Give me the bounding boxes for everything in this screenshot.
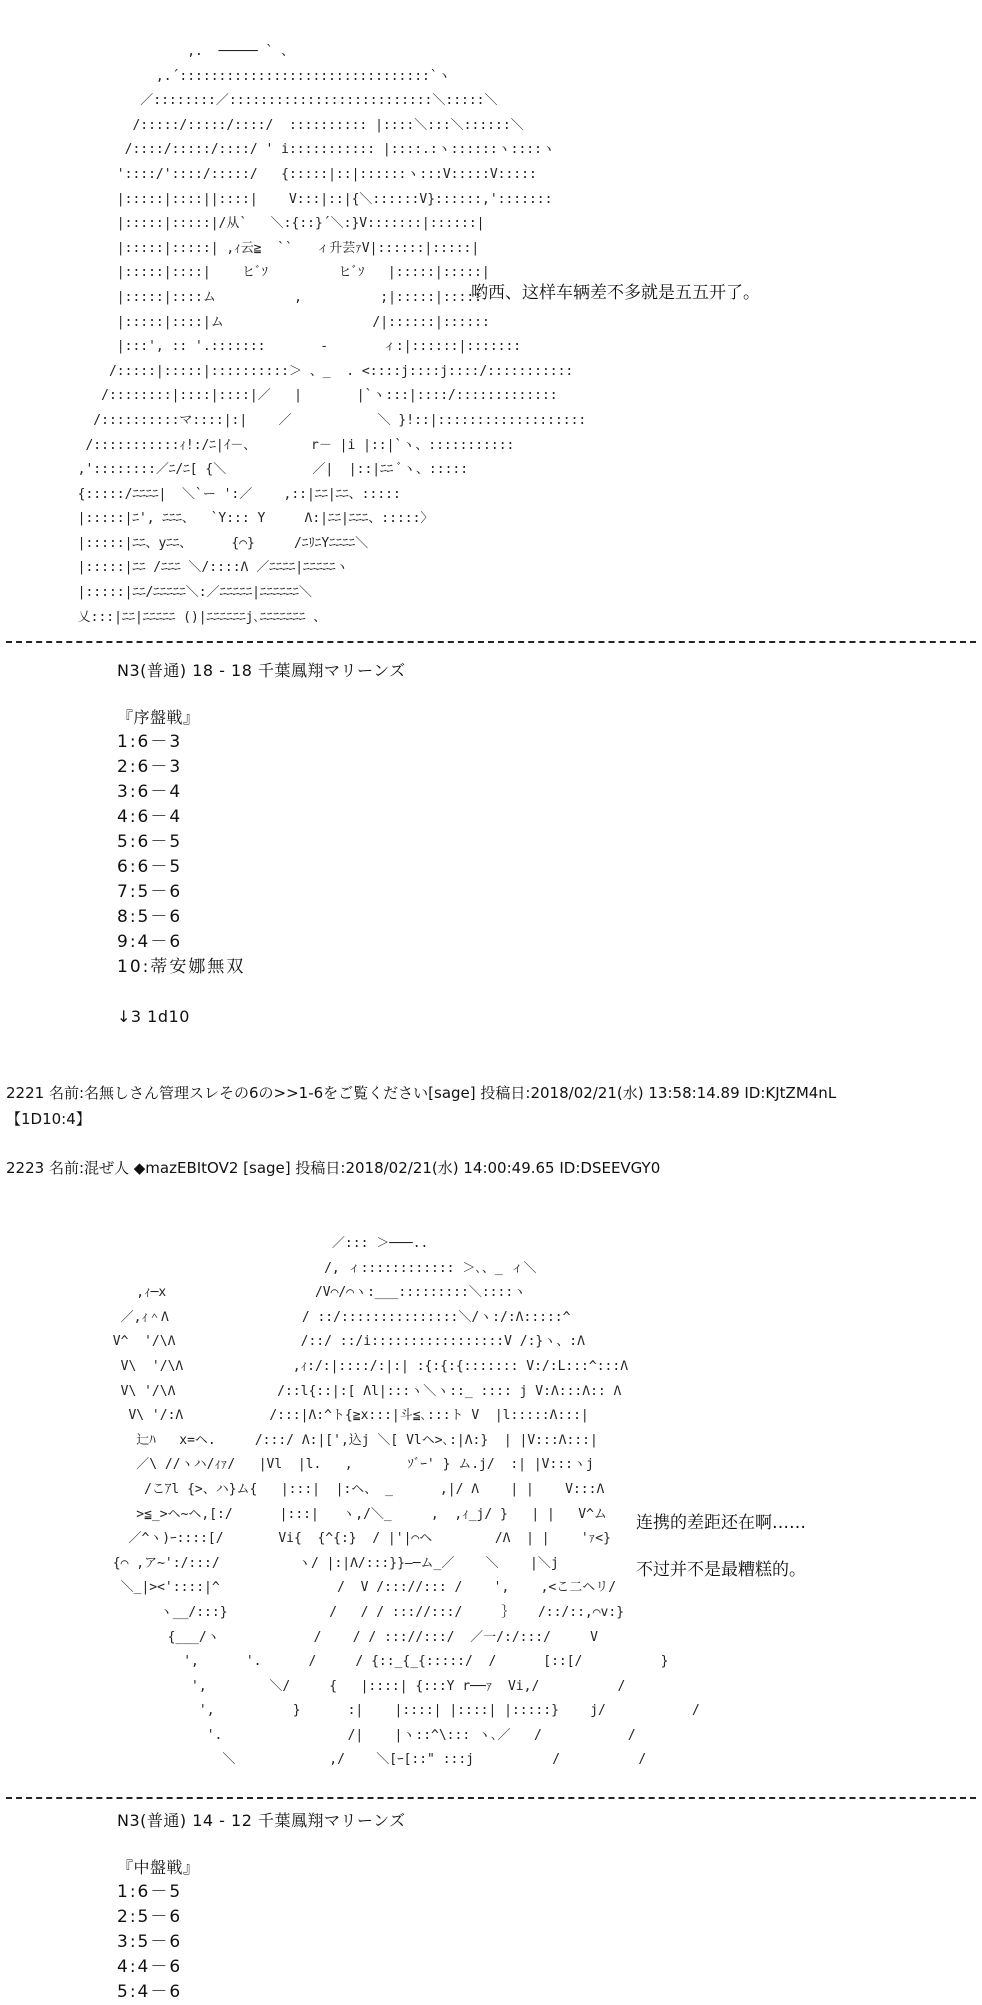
speech-line: 不过并不是最糟糕的。 bbox=[636, 1560, 806, 1580]
list-title: 『序盤戦』 bbox=[117, 708, 200, 727]
list-item: 5:4－6 bbox=[117, 1982, 183, 2002]
post-header: 2223 名前:混ぜ人 ◆mazEBItOV2 [sage] 投稿日:2018/02/21(水) 14:00:49.65 ID:DSEEVGY0 bbox=[6, 1159, 661, 1177]
list-item: 1:6－3 bbox=[117, 732, 183, 752]
section-divider bbox=[6, 641, 976, 643]
list-item: 3:5－6 bbox=[117, 1932, 183, 1952]
list-item: 8:5－6 bbox=[117, 907, 183, 927]
game-header: N3(普通) 14 - 12 千葉鳳翔マリーンズ bbox=[117, 1811, 406, 1830]
section-divider bbox=[6, 1797, 976, 1799]
list-item: 4:6－4 bbox=[117, 807, 183, 827]
list-item: 6:6－5 bbox=[117, 857, 183, 877]
ascii-art-couple: ／::: ＞───.. /, ィ:::::::::::: ＞､、_ ィ＼ ,ｨ─x /V⌒/⌒ヽ:___:::::::::＼::::ヽ ／,ｨ＾Λ / ::/:::::::::::::::＼/ヽ:/:Λ:::::^ V^ '/\Λ /::/ ::/i:::::::::::::::::V /:}ヽ、:Λ V\ '/\Λ ,ｨ:/:|::::/:|:| :{:{:{::::::: V:/:L:::^:::Λ V\ '/\Λ /::l{::|:[ Λl|:::ヽ＼ヽ::_ :::: j V:Λ:::Λ:: Λ V\ '/:Λ /:::|Λ:^ト{≧x:::|斗≦､:::ト V |l:::::Λ:::| 辷ﾊ x=ヘ. /:::/ Λ:|[',込j ＼[ Vlヘ>､:|Λ:} | |V:::Λ:::| ／\ //ヽハ/ｨｧ/ |Vl |l. , ｿﾞｰ' } ム.j/ :| |V:::ヽj /こｱl {>、ハ}ム{ |:::| |:ヘ、 _ ,|/ Λ | | V:::Λ >≦_>ヘ~ヘ,[:/ |:::| ヽ,/＼_ , ,ｨ_j/ } | | V^ム ／^ヽ)ｰ::::[/ Vi{ {^{:} / |'|⌒ヘ /Λ | | 'ｧ<} {⌒ ,ア~':/:::/ ヽ/ |:|Λ/:::}}―─ム_／ ＼ |＼j ＼_|><'::::|^ / V /::://::: / ', ,<こ二ヘリ/ ヽ__/:::} / / / ::://:::/ ｝ /::/::,⌒v:} {___/ヽ / / / ::://:::/ ／一/:/:::/ V ', '. / / {::_{_{:::::/ / [::[/ } ', ＼/ { |::::| {:::Y r──ｧ Vi,/ / ', } :| |::::| |::::| |:::::} j/ / '. /| |ヽ::^\::: ヽ､／ / / ＼ ,/ ＼[ｰ[::" :::j / / bbox=[112, 1236, 700, 1768]
inning-list bbox=[117, 730, 245, 980]
list-item: 7:5－6 bbox=[117, 882, 183, 902]
inning-list bbox=[117, 1880, 182, 2005]
post-body: 【1D10:4】 bbox=[6, 1110, 91, 1128]
game-header: N3(普通) 18 - 18 千葉鳳翔マリーンズ bbox=[117, 661, 406, 680]
speech-line: 连携的差距还在啊…… bbox=[636, 1513, 806, 1533]
ascii-art-girl: ,. ───── ` 、 ,.´::::::::::::::::::::::::::::::::`ヽ ／::::::::／::::::::::::::::::::::::::＼:::::＼ /:::::/:::::/::::/ :::::::::: |::::＼:::＼::::::＼ /::::/:::::/::::/ ' i::::::::::: |::::.:ヽ::::::ヽ::::ヽ '::::/'::::/:::::/ {:::::|::|::::::ヽ:::V:::::V::::: |:::::|::::||::::| V:::|::|{＼::::::V}::::::,'::::::: |:::::|:::::|/从` ＼:{::}´＼:}V:::::::|::::::| |:::::|:::::| ,ｨ云≧ `` ィ升芸ｧV|::::::|:::::| |:::::|::::| ヒﾞｿ ヒﾞｿ |:::::|:::::| |:::::|::::ム , ;|:::::|::::: |:::::|::::|ム /|::::::|:::::: |:::', :: '.::::::: - ィ:|::::::|::::::: /:::::|:::::|::::::::::＞ 、_ . <::::j::::j::::/::::::::::: /::::::::|::::|::::|／ | |`ヽ:::|::::/::::::::::::: /::::::::::マ::::|:| ／ ＼ }!::|::::::::::::::::::: /:::::::::::ｨ!:/ﾆ|ｲ－、 r－ |i |::|`ヽ、::::::::::: ,'::::::::／ﾆ/ﾆ[ {＼ ／| |::|ﾆﾆ ﾞヽ、::::: {:::::/ﾆﾆﾆﾆ| ＼`ー ':／ ,::|ﾆﾆ|ﾆﾆ、::::: |:::::|ﾆ', ﾆﾆﾆ、 `Y::: Y Λ:|ﾆﾆ|ﾆﾆﾆ、:::::〉 |:::::|ﾆﾆ、yﾆﾆ、 {⌒} /ﾆﾘﾆYﾆﾆﾆﾆ＼ |:::::|ﾆﾆ /ﾆﾆﾆ ＼/::::Λ ／ﾆﾆﾆﾆ|ﾆﾆﾆﾆﾆヽ |:::::|ﾆﾆ/ﾆﾆﾆﾆﾆ＼:／ﾆﾆﾆﾆﾆ|ﾆﾆﾆﾆﾆﾆ＼ 乂:::|ﾆﾆ|ﾆﾆﾆﾆﾆ ()|ﾆﾆﾆﾆﾆﾆj､ﾆﾆﾆﾆﾆﾆﾆ 、 bbox=[77, 44, 587, 625]
post-header: 2221 名前:名無しさん管理スレその6の>>1-6をご覧ください[sage] 投稿日:2018/02/21(水) 13:58:14.89 ID:KJtZM4nL bbox=[6, 1084, 837, 1102]
list-item: 2:5－6 bbox=[117, 1907, 183, 1927]
speech-line: 哟西、这样车辆差不多就是五五开了。 bbox=[471, 283, 760, 303]
dice-roll-note: ↓3 1d10 bbox=[117, 1007, 190, 1026]
list-item: 10:蒂安娜無双 bbox=[117, 957, 246, 977]
list-item: 9:4－6 bbox=[117, 932, 183, 952]
list-item: 4:4－6 bbox=[117, 1957, 183, 1977]
list-item: 5:6－5 bbox=[117, 832, 183, 852]
list-item: 1:6－5 bbox=[117, 1882, 183, 1902]
list-item: 3:6－4 bbox=[117, 782, 183, 802]
list-title: 『中盤戦』 bbox=[117, 1858, 200, 1877]
list-item: 2:6－3 bbox=[117, 757, 183, 777]
